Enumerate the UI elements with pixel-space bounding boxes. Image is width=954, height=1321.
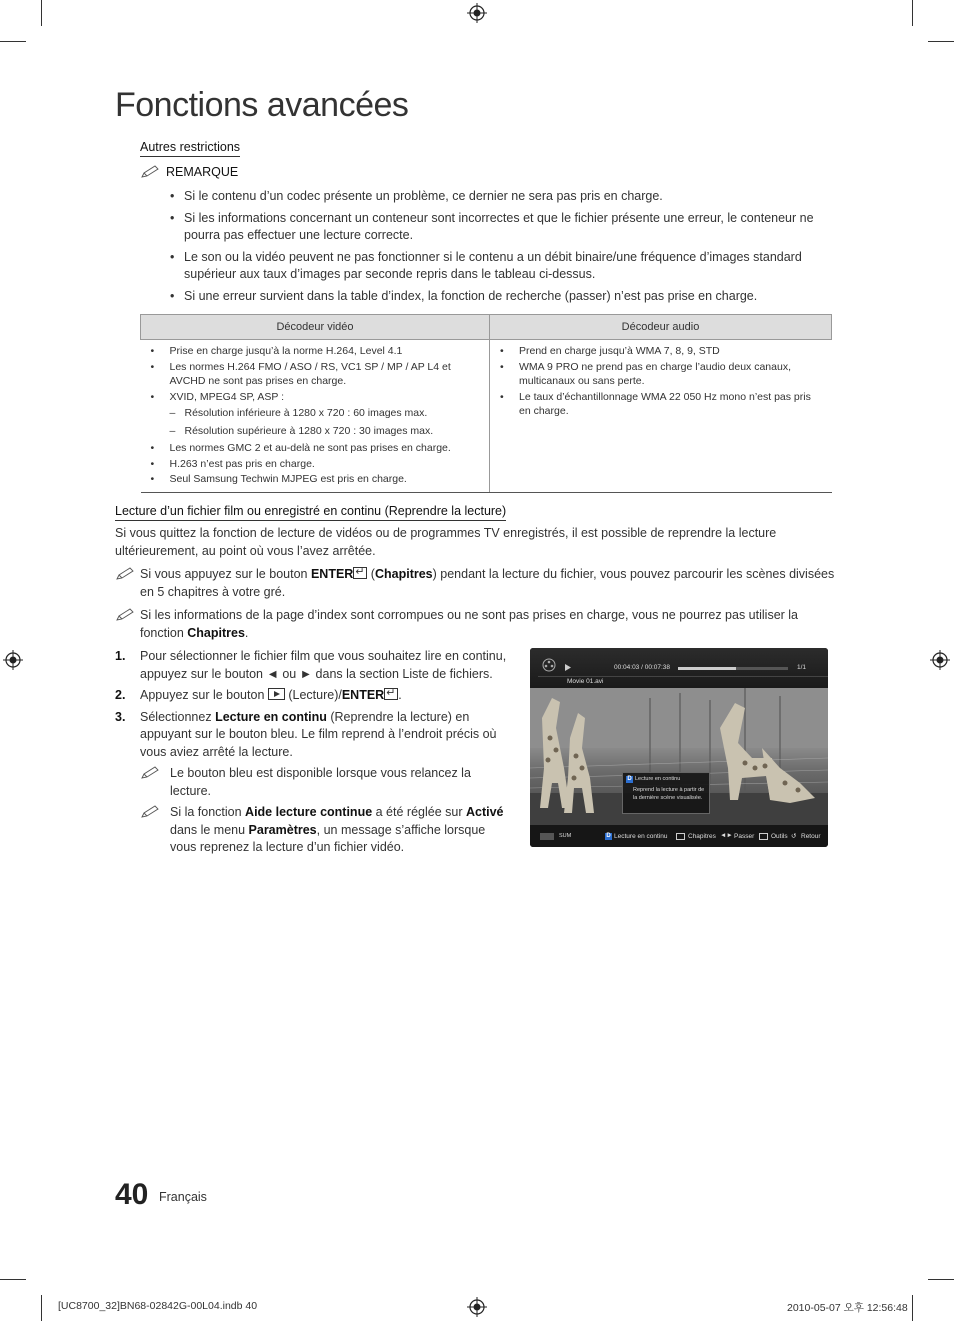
- chapters-label: Chapitres: [187, 625, 245, 640]
- setting-value: Activé: [465, 805, 504, 819]
- subnote-text: Le bouton bleu est disponible lorsque vous relancez la lecture.: [170, 766, 471, 798]
- return-control[interactable]: Retour: [801, 833, 821, 840]
- play-button-icon: [268, 688, 285, 700]
- crop-mark: [41, 0, 42, 26]
- step-1: [115, 648, 515, 683]
- enter-icon: [676, 833, 685, 840]
- tv-playback-screenshot: [530, 648, 828, 847]
- list-item: • Le son ou la vidéo peuvent ne pas fonctionner si le contenu a un débit binaire/une fréquence d’images standard supérieur aux taux d’images par seconde repris dans le tableau ci-dessus.: [170, 249, 840, 284]
- chapters-control[interactable]: Chapitres: [688, 833, 716, 840]
- list-item: • Si les informations concernant un conteneur sont incorrectes et que le fichier présente une erreur, le conteneur ne pourra pas effectuer une lecture correcte.: [170, 210, 840, 245]
- tv-info-bar: [530, 648, 828, 688]
- arrows-icon: ◄►: [720, 832, 733, 839]
- table-header-audio: Décodeur audio: [490, 315, 832, 340]
- step-text: (Lecture)/: [284, 688, 342, 702]
- step-text: Pour sélectionner le fichier film que vous souhaitez lire en continu, appuyez sur le bouton ◄ ou ► dans la section Liste de fichiers.: [140, 649, 507, 681]
- tv-control-bar: [530, 825, 828, 847]
- subnote-text: a été réglée sur: [372, 805, 466, 819]
- list-item: • Prise en charge jusqu’à la norme H.264, Level 4.1: [151, 344, 482, 359]
- crop-mark: [912, 0, 913, 26]
- restrictions-list: [170, 188, 840, 309]
- resume-intro: Si vous quittez la fonction de lecture de vidéos ou de programmes TV enregistrés, il est possible de reprendre la lecture ultérieurement, au point où vous l’avez arrêtée.: [115, 526, 777, 558]
- list-item: • Seul Samsung Techwin MJPEG est pris en charge.: [151, 472, 482, 487]
- crop-mark: [928, 41, 954, 42]
- page-title: Fonctions avancées: [115, 86, 409, 124]
- resume-control[interactable]: Lecture en continu: [614, 833, 668, 840]
- table-header-video: Décodeur vidéo: [141, 315, 490, 340]
- list-item: • Le taux d’échantillonnage WMA 22 050 Hz mono n’est pas pris en charge.: [500, 390, 824, 419]
- registration-mark-icon: [930, 650, 950, 670]
- registration-mark-icon: [3, 650, 23, 670]
- note-index: [115, 607, 835, 642]
- chapters-label: Chapitres: [374, 567, 433, 581]
- list-item: • Les normes GMC 2 et au-delà ne sont pas prises en charge.: [151, 441, 482, 456]
- audio-decoder-cell: [490, 340, 832, 493]
- page-language: Français: [159, 1190, 207, 1204]
- tools-control[interactable]: Outils: [771, 833, 788, 840]
- crop-mark: [912, 1295, 913, 1321]
- subnote-text: dans le menu: [170, 822, 249, 837]
- list-item: • Si le contenu d’un codec présente un problème, ce dernier ne sera pas pris en charge.: [170, 188, 840, 206]
- note-text: Si vous appuyez sur le bouton: [140, 567, 311, 581]
- film-reel-icon: [542, 658, 556, 672]
- sub-list-item: – Résolution supérieure à 1280 x 720 : 30 images max.: [151, 424, 482, 439]
- step-text: Sélectionnez: [140, 709, 216, 724]
- note-text: Si les informations de la page d’index sont corrompues ou ne sont pas prises en charge, vous ne pourrez pas utiliser la fonction: [140, 608, 799, 640]
- play-icon: [565, 664, 571, 671]
- popup-title: Lecture en continu: [635, 776, 681, 782]
- subnote-text: Si la fonction: [170, 805, 246, 819]
- crop-mark: [41, 1295, 42, 1321]
- crop-mark: [0, 1279, 26, 1280]
- registration-mark-icon: [467, 1297, 487, 1317]
- step-3: [115, 709, 515, 857]
- note-text: (: [367, 567, 375, 581]
- section-heading-resume: Lecture d’un fichier film ou enregistré en continu (Reprendre la lecture): [115, 504, 506, 521]
- print-date-info: 2010-05-07 오후 12:56:48: [787, 1302, 908, 1314]
- note-text: ) pendant la lecture du fichier, vous pouvez parcourir les scènes divisées en 5 chapitres à votre gré.: [140, 567, 835, 599]
- step-number: 1.: [115, 649, 126, 663]
- file-name: Movie 01.avi: [567, 678, 604, 685]
- print-file-info: [UC8700_32]BN68-02842G-00L04.indb 40: [58, 1300, 258, 1312]
- step-number: 2.: [115, 688, 126, 702]
- step-number: 3.: [115, 709, 126, 724]
- list-item: • H.263 n’est pas pris en charge.: [151, 457, 482, 472]
- enter-icon: [384, 688, 398, 700]
- steps-list: [115, 648, 515, 861]
- registration-mark-icon: [467, 3, 487, 23]
- note-chapters: [115, 566, 835, 601]
- blue-d-button-icon: D: [606, 833, 611, 839]
- step-2: [115, 687, 515, 705]
- skip-control[interactable]: Passer: [734, 833, 755, 840]
- resume-label: Lecture en continu: [215, 709, 327, 724]
- subnote-resume-help: [140, 804, 515, 857]
- progress-bar: [678, 667, 788, 670]
- step-text: (Reprendre la lecture) en appuyant sur le bouton bleu. Le film reprend à l’endroit précis où vous aviez arrêté la lecture.: [140, 709, 497, 759]
- crop-mark: [0, 41, 26, 42]
- enter-icon: [353, 567, 367, 579]
- pencil-note-icon: [115, 567, 135, 581]
- list-item: • Les normes H.264 FMO / ASO / RS, VC1 SP / MP / AP L4 et AVCHD ne sont pas prises en charge.: [151, 360, 482, 389]
- subnote-text: , un message s’affiche lorsque vous reprenez la lecture d’un fichier vidéo.: [170, 822, 486, 854]
- popup-text: Reprend la lecture à partir de la dernière scène visualisée.: [633, 787, 705, 801]
- list-item: • XVID, MPEG4 SP, ASP :: [151, 390, 482, 405]
- resume-popup: [622, 772, 710, 814]
- pencil-note-icon: [115, 608, 135, 622]
- menu-label: Paramètres: [248, 822, 317, 837]
- playback-time: 00:04:03 / 00:07:38: [614, 664, 671, 671]
- blue-d-button-icon: D: [627, 776, 632, 782]
- step-text: .: [398, 688, 402, 702]
- video-decoder-cell: [141, 340, 490, 493]
- list-item: • Si une erreur survient dans la table d’index, la fonction de recherche (passer) n’est pas prise en charge.: [170, 288, 840, 306]
- section-heading-restrictions: Autres restrictions: [140, 140, 240, 157]
- list-item: • Prend en charge jusqu’à WMA 7, 8, 9, STD: [500, 344, 824, 359]
- step-text: Appuyez sur le bouton: [140, 688, 268, 702]
- tools-icon: [759, 833, 768, 840]
- list-item: • WMA 9 PRO ne prend pas en charge l’audio deux canaux, multicanaux ou sans perte.: [500, 360, 824, 389]
- note-heading: [140, 165, 238, 179]
- enter-label: ENTER: [310, 567, 354, 581]
- source-label: SUM: [559, 833, 572, 839]
- return-icon: ↺: [791, 833, 797, 840]
- page-number: 40: [115, 1178, 149, 1211]
- note-text: .: [244, 625, 249, 640]
- pencil-note-icon: [140, 805, 160, 819]
- pencil-note-icon: [140, 165, 160, 179]
- codec-table: [140, 314, 832, 493]
- source-icon: [540, 833, 554, 840]
- note-label: REMARQUE: [166, 165, 239, 179]
- crop-mark: [928, 1279, 954, 1280]
- sub-list-item: – Résolution inférieure à 1280 x 720 : 60 images max.: [151, 406, 482, 421]
- feature-label: Aide lecture continue: [245, 805, 373, 819]
- subnote-blue-button: [140, 765, 515, 800]
- pencil-note-icon: [140, 766, 160, 780]
- enter-label: ENTER: [341, 688, 385, 702]
- file-count: 1/1: [797, 664, 807, 671]
